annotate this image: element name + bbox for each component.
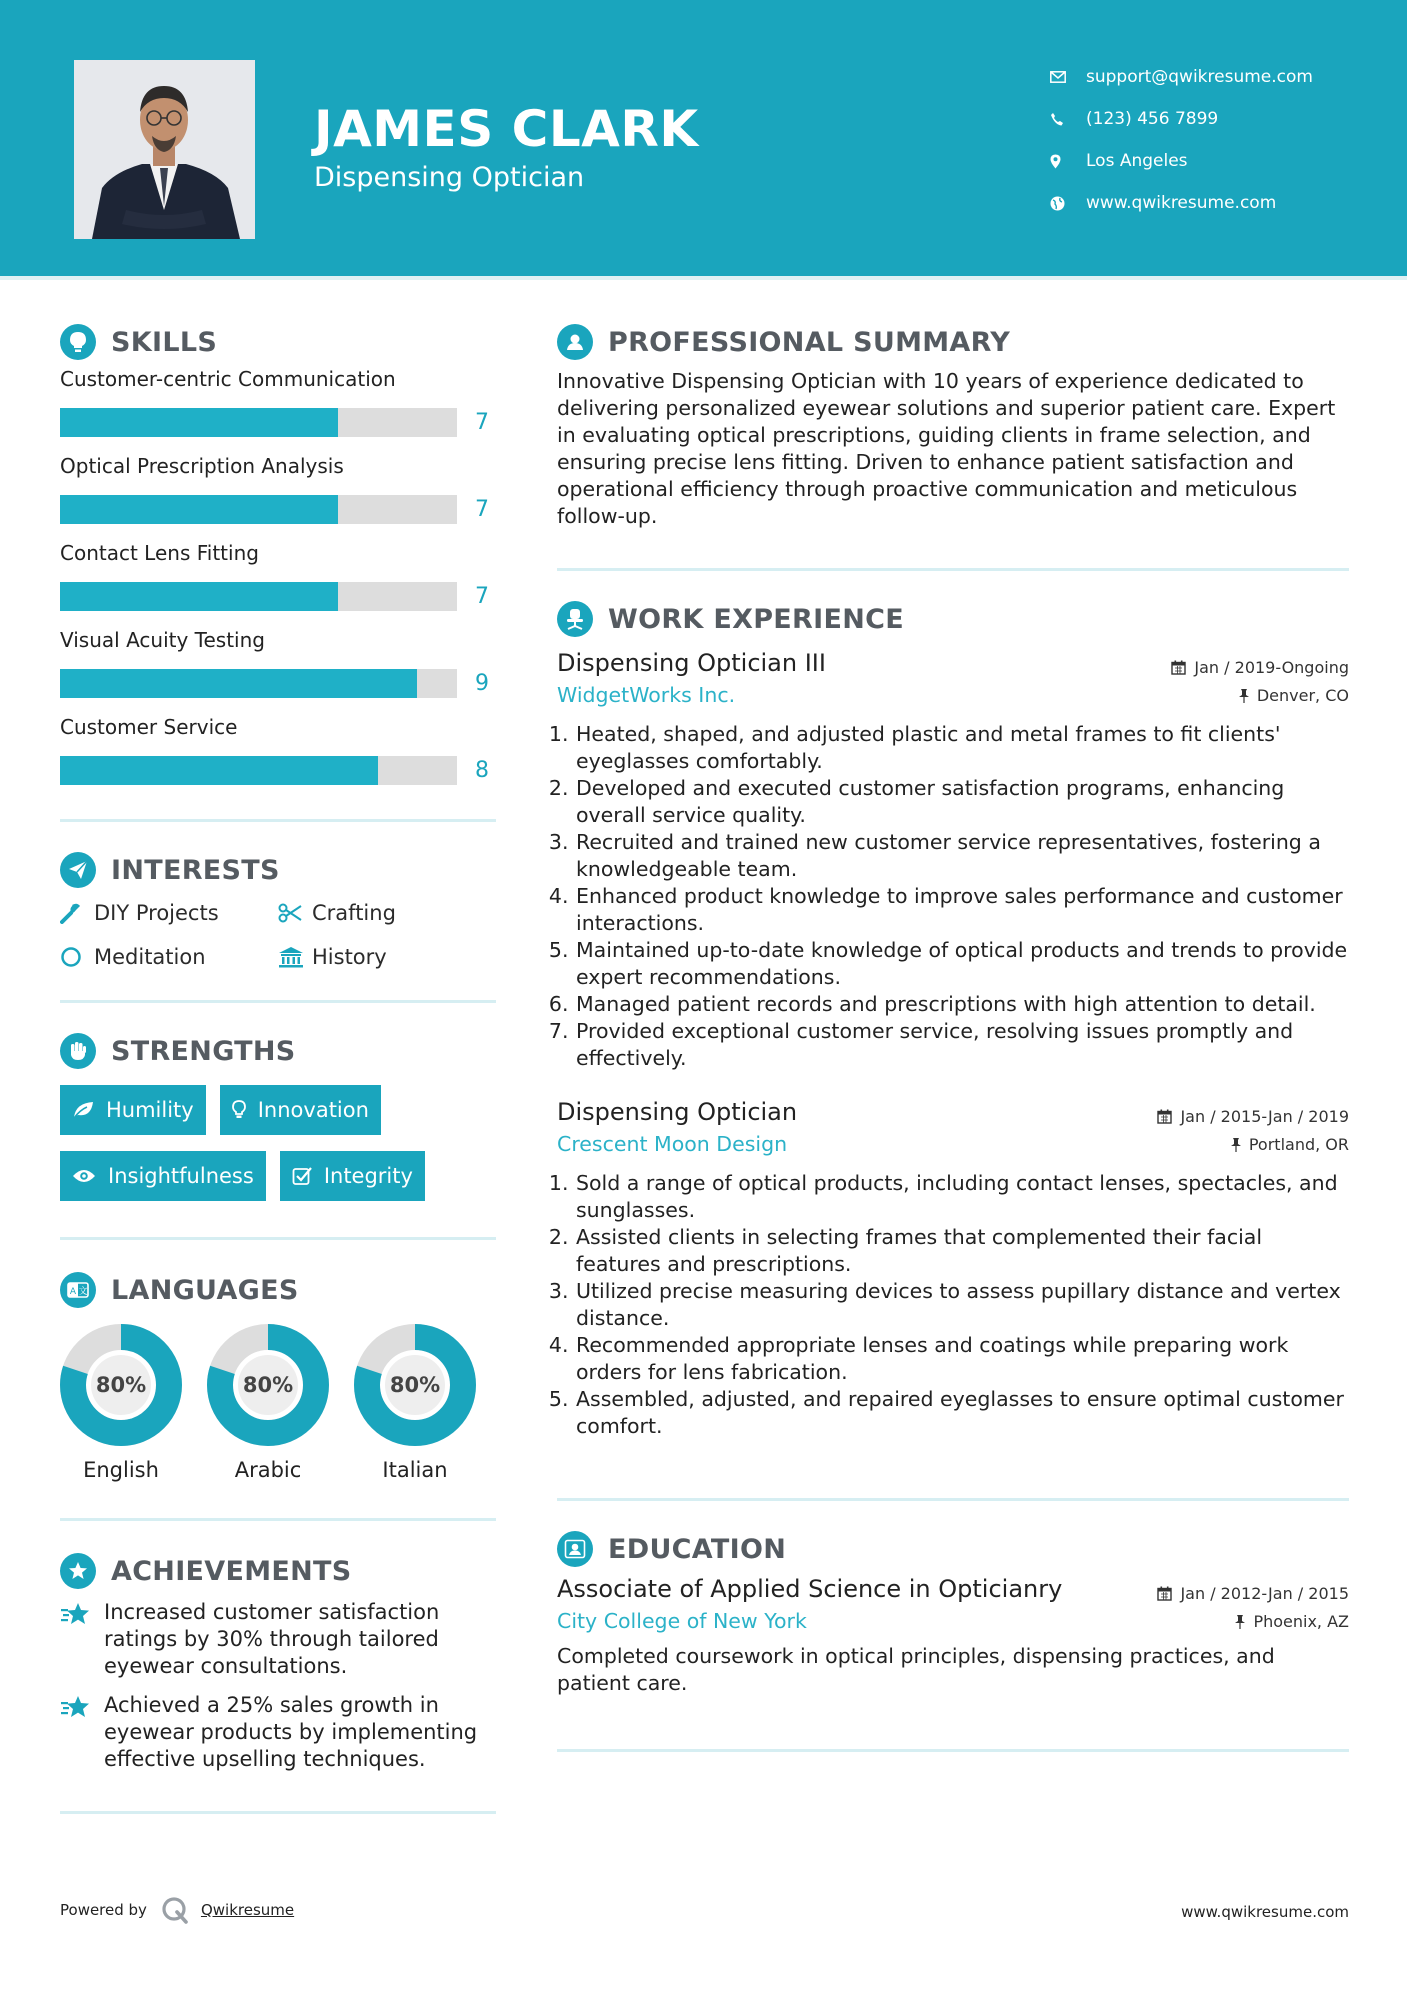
job-entry (557, 643, 1349, 1072)
map-pin-icon (1050, 154, 1086, 169)
scissors-icon (278, 903, 312, 923)
job-entry (557, 1092, 1349, 1440)
office-chair-icon (557, 601, 593, 637)
interests-title: INTERESTS (111, 854, 280, 886)
duty-item: 6. Managed patient records and prescriptions with high attention to detail. (575, 991, 1349, 1018)
language-name: Arabic (234, 1458, 302, 1482)
pushpin-icon (1234, 1614, 1246, 1629)
skills-heading (60, 322, 496, 362)
section-divider (557, 1749, 1349, 1752)
skill-item (60, 712, 496, 799)
qwikresume-link[interactable]: Qwikresume (200, 1901, 295, 1919)
paper-plane-icon (60, 852, 96, 888)
user-icon (557, 324, 593, 360)
envelope-icon (1050, 71, 1086, 83)
lightbulb-icon (60, 324, 96, 360)
skill-label: Optical Prescription Analysis (60, 454, 344, 478)
achievement-text: Achieved a 25% sales growth in eyewear products by implementing effective upselling techniques. (104, 1693, 478, 1771)
language-donut (207, 1324, 329, 1446)
lightbulb-icon (232, 1100, 246, 1120)
svg-text:A: A (69, 1287, 77, 1297)
interest-label: History (312, 945, 387, 969)
left-column (60, 322, 496, 1814)
education-description: Completed coursework in optical principles, dispensing practices, and patient care. (557, 1644, 1275, 1695)
summary-heading (557, 322, 1349, 362)
company-name: Crescent Moon Design (557, 1132, 788, 1156)
summary-section (557, 322, 1349, 530)
duty-item: 5. Assembled, adjusted, and repaired eyeglasses to ensure optimal customer comfort. (575, 1386, 1349, 1440)
education-date (1157, 1584, 1349, 1603)
strength-chip (60, 1151, 266, 1201)
calendar-icon (1171, 660, 1186, 675)
footer-website[interactable]: www.qwikresume.com (1181, 1903, 1349, 1921)
leaf-icon (72, 1101, 94, 1119)
skill-score: 9 (475, 671, 489, 696)
achievement-item (60, 1692, 496, 1773)
duty-list (557, 1170, 1349, 1440)
interest-label: DIY Projects (94, 901, 219, 925)
skill-score: 8 (475, 758, 489, 783)
skill-bar-fill (60, 756, 378, 785)
strength-label: Insightfulness (108, 1164, 254, 1188)
contact-website[interactable] (1050, 182, 1390, 224)
duty-item: 4. Enhanced product knowledge to improve sales performance and customer interactions. (575, 883, 1349, 937)
skill-bar-fill (60, 495, 338, 524)
language-item (60, 1324, 182, 1482)
interests-section (60, 850, 496, 972)
duty-item: 3. Recruited and trained new customer service representatives, fostering a knowledgeable team. (575, 829, 1349, 883)
fist-icon (60, 1033, 96, 1069)
section-divider (60, 1811, 496, 1814)
email-text[interactable]: support@qwikresume.com (1086, 67, 1313, 87)
skill-label: Contact Lens Fitting (60, 541, 259, 565)
header-divider (0, 276, 1407, 280)
contact-email[interactable] (1050, 56, 1390, 98)
degree-title: Associate of Applied Science in Opticianry (557, 1575, 1063, 1603)
pushpin-icon (1230, 1137, 1242, 1152)
checkbox-icon (292, 1166, 312, 1186)
duty-item: 2. Assisted clients in selecting frames that complemented their facial features and prescriptions. (575, 1224, 1349, 1278)
footer-powered-by (60, 1896, 294, 1924)
powered-by-text: Powered by (60, 1901, 147, 1919)
education-location-text: Phoenix, AZ (1253, 1611, 1349, 1631)
section-divider (60, 1237, 496, 1240)
interest-label: Crafting (312, 901, 396, 925)
section-divider (60, 1518, 496, 1521)
skill-label: Customer-centric Communication (60, 367, 396, 391)
svg-text:文: 文 (78, 1287, 88, 1297)
graduate-icon (557, 1531, 593, 1567)
education-title: EDUCATION (608, 1533, 787, 1565)
star-icon (60, 1599, 104, 1680)
job-date (1171, 658, 1349, 677)
job-title: Dispensing Optician (557, 1098, 798, 1126)
languages-title: LANGUAGES (111, 1274, 299, 1306)
duty-item: 5. Maintained up-to-date knowledge of optical products and trends to provide expert recommendations. (575, 937, 1349, 991)
duty-item: 7. Provided exceptional customer service, resolving issues promptly and effectively. (575, 1018, 1349, 1072)
contact-location (1050, 140, 1390, 182)
job-title: Dispensing Optician III (557, 649, 826, 677)
star-icon (60, 1692, 104, 1773)
languages-section (60, 1270, 496, 1482)
achievements-section (60, 1551, 496, 1773)
duty-item: 1. Sold a range of optical products, including contact lenses, spectacles, and sunglasses. (575, 1170, 1349, 1224)
profile-photo (74, 60, 255, 239)
summary-text: Innovative Dispensing Optician with 10 years of experience dedicated to delivering personalized eyewear solutions and superior patient care. Expert in evaluating optical prescriptions, guiding clients in frame selection, and ensuring precise lens fitting. Driven to enhance patient satisfaction and operational efficiency through proactive communication and meticulous follow-up. (557, 369, 1336, 528)
resume-header (0, 0, 1407, 276)
skills-title: SKILLS (111, 326, 218, 358)
contact-list (1050, 56, 1390, 224)
job-date-text: Jan / 2019-Ongoing (1194, 658, 1349, 677)
achievements-title: ACHIEVEMENTS (111, 1555, 352, 1587)
job-date-text: Jan / 2015-Jan / 2019 (1180, 1107, 1349, 1126)
language-name: English (83, 1458, 159, 1482)
skill-bar (60, 582, 457, 611)
location-text: Los Angeles (1086, 151, 1188, 171)
qwikresume-logo-icon (161, 1896, 189, 1924)
achievement-text: Increased customer satisfaction ratings by 30% through tailored eyewear consultations. (104, 1600, 440, 1678)
calendar-icon (1157, 1586, 1172, 1601)
candidate-name: JAMES CLARK (314, 100, 699, 158)
interest-item (60, 942, 278, 972)
strength-label: Humility (106, 1098, 194, 1122)
job-location (1230, 1135, 1349, 1154)
skill-bar (60, 495, 457, 524)
school-name: City College of New York (557, 1609, 807, 1633)
language-item (207, 1324, 329, 1482)
section-divider (60, 819, 496, 822)
strengths-heading (60, 1031, 496, 1071)
strength-label: Innovation (257, 1098, 369, 1122)
wrench-icon (60, 902, 94, 924)
duty-list (557, 721, 1349, 1072)
skill-item (60, 451, 496, 538)
duty-item: 2. Developed and executed customer satisfaction programs, enhancing overall service quality. (575, 775, 1349, 829)
skill-bar (60, 408, 457, 437)
language-name: Italian (382, 1458, 448, 1482)
language-donut (60, 1324, 182, 1446)
education-location (1234, 1612, 1349, 1631)
globe-icon (1050, 196, 1086, 211)
phone-icon (1050, 112, 1086, 126)
strengths-section (60, 1031, 496, 1201)
skill-score: 7 (475, 497, 489, 522)
education-heading (557, 1529, 1349, 1569)
job-location (1238, 686, 1349, 705)
eye-icon (72, 1168, 96, 1184)
section-divider (60, 1000, 496, 1003)
skill-label: Visual Acuity Testing (60, 628, 265, 652)
skill-score: 7 (475, 584, 489, 609)
work-heading (557, 599, 1349, 639)
education-date-text: Jan / 2012-Jan / 2015 (1180, 1584, 1349, 1603)
work-title: WORK EXPERIENCE (608, 603, 904, 635)
job-location-text: Portland, OR (1248, 1134, 1349, 1154)
circle-icon (60, 946, 94, 968)
achievement-item (60, 1599, 496, 1680)
language-item (354, 1324, 476, 1482)
language-donut (354, 1324, 476, 1446)
job-location-text: Denver, CO (1256, 685, 1349, 705)
company-name: WidgetWorks Inc. (557, 683, 736, 707)
language-percent: 80% (95, 1373, 147, 1397)
language-percent: 80% (242, 1373, 294, 1397)
skill-bar-fill (60, 582, 338, 611)
skill-item (60, 364, 496, 451)
duty-item: 4. Recommended appropriate lenses and coatings while preparing work orders for lens fabrication. (575, 1332, 1349, 1386)
website-text[interactable]: www.qwikresume.com (1086, 193, 1277, 213)
museum-icon (278, 946, 312, 968)
candidate-role: Dispensing Optician (314, 162, 585, 193)
work-section (557, 599, 1349, 1440)
summary-title: PROFESSIONAL SUMMARY (608, 326, 1011, 358)
achievements-heading (60, 1551, 496, 1591)
interest-item (278, 898, 496, 928)
strength-label: Integrity (323, 1164, 413, 1188)
skill-bar-fill (60, 669, 417, 698)
skill-bar (60, 756, 457, 785)
right-column (557, 322, 1349, 1752)
star-badge-icon (60, 1553, 96, 1589)
strength-chip (280, 1151, 425, 1201)
skills-section (60, 322, 496, 799)
interests-heading (60, 850, 496, 890)
interest-item (278, 942, 496, 972)
language-icon (60, 1272, 96, 1308)
pushpin-icon (1238, 688, 1250, 703)
interest-item (60, 898, 278, 928)
job-date (1157, 1107, 1349, 1126)
strength-chip (60, 1085, 206, 1135)
calendar-icon (1157, 1109, 1172, 1124)
skill-bar (60, 669, 457, 698)
skill-item (60, 538, 496, 625)
strengths-title: STRENGTHS (111, 1035, 296, 1067)
duty-item: 3. Utilized precise measuring devices to assess pupillary distance and vertex distance. (575, 1278, 1349, 1332)
phone-text[interactable]: (123) 456 7899 (1086, 109, 1219, 129)
skill-item (60, 625, 496, 712)
languages-heading (60, 1270, 496, 1310)
skill-label: Customer Service (60, 715, 238, 739)
skill-bar-fill (60, 408, 338, 437)
language-percent: 80% (389, 1373, 441, 1397)
contact-phone[interactable] (1050, 98, 1390, 140)
duty-item: 1. Heated, shaped, and adjusted plastic and metal frames to fit clients' eyeglasses comfortably. (575, 721, 1349, 775)
skill-score: 7 (475, 410, 489, 435)
strength-chip (220, 1085, 381, 1135)
interest-label: Meditation (94, 945, 206, 969)
section-divider (557, 1498, 1349, 1501)
section-divider (557, 568, 1349, 571)
education-section (557, 1529, 1349, 1697)
